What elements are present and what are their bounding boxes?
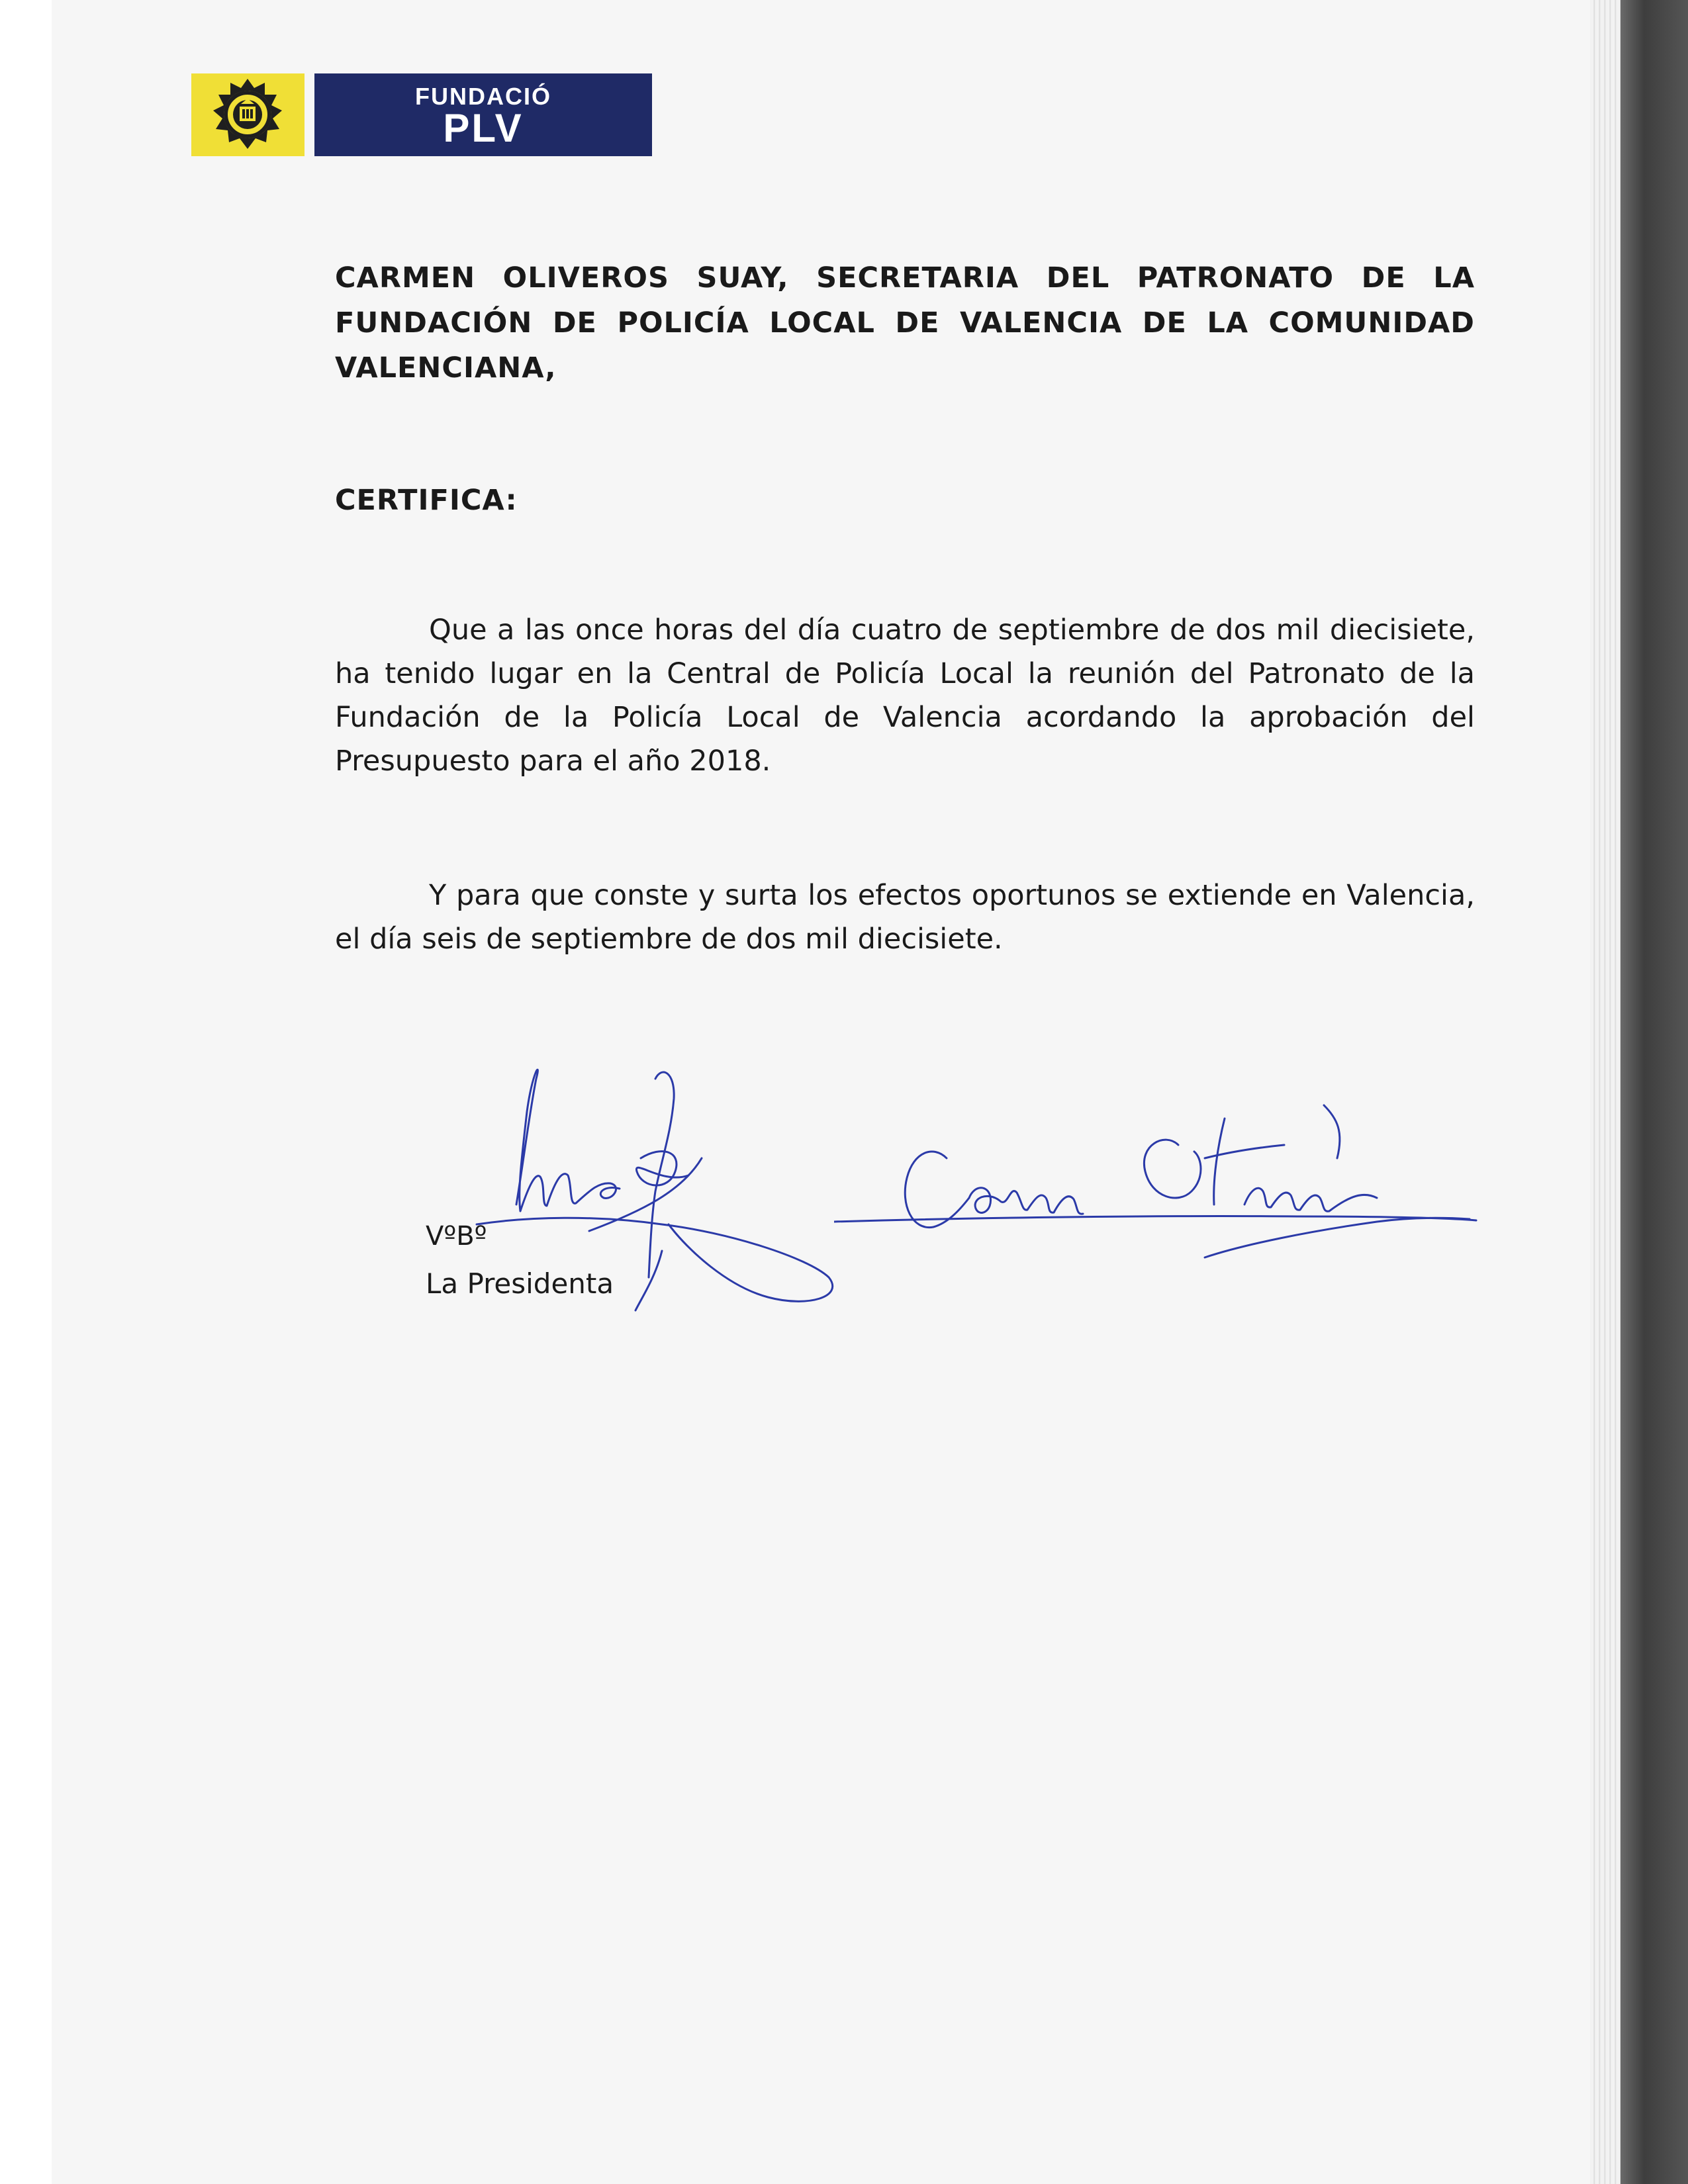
fundacio-plv-logo [191,73,652,156]
certifica-label: CERTIFICA: [335,484,518,517]
logo-wordmark [314,73,652,156]
police-badge-icon [191,73,305,156]
certificate-paragraph-1: Que a las once horas del día cuatro de septiembre de dos mil diecisiete, ha tenido lugar en la Central de Policía Local la reunión del Patronato de la Fundación de la Policía Local de Valencia acordando la aprobación del Presupuesto para el año 2018. [335,614,1475,778]
logo-line-plv: PLV [443,106,524,150]
paper-stack-edge [1590,0,1620,2184]
logo-line-fundacio: FUNDACIÓ [415,83,551,110]
president-signature [463,1059,847,1337]
vobo-label: VºBº [426,1221,487,1251]
certificate-heading: CARMEN OLIVEROS SUAY, SECRETARIA DEL PATRONATO DE LA FUNDACIÓN DE POLICÍA LOCAL DE VALENCIA DE LA COMUNIDAD VALENCIANA, [335,261,1475,385]
secretary-signature [834,1092,1483,1291]
scan-shadow [1620,0,1688,2184]
certificate-paragraph-2: Y para que conste y surta los efectos oportunos se extiende en Valencia, el día seis de septiembre de dos mil diecisiete. [335,879,1475,956]
presidenta-label: La Presidenta [426,1267,614,1300]
